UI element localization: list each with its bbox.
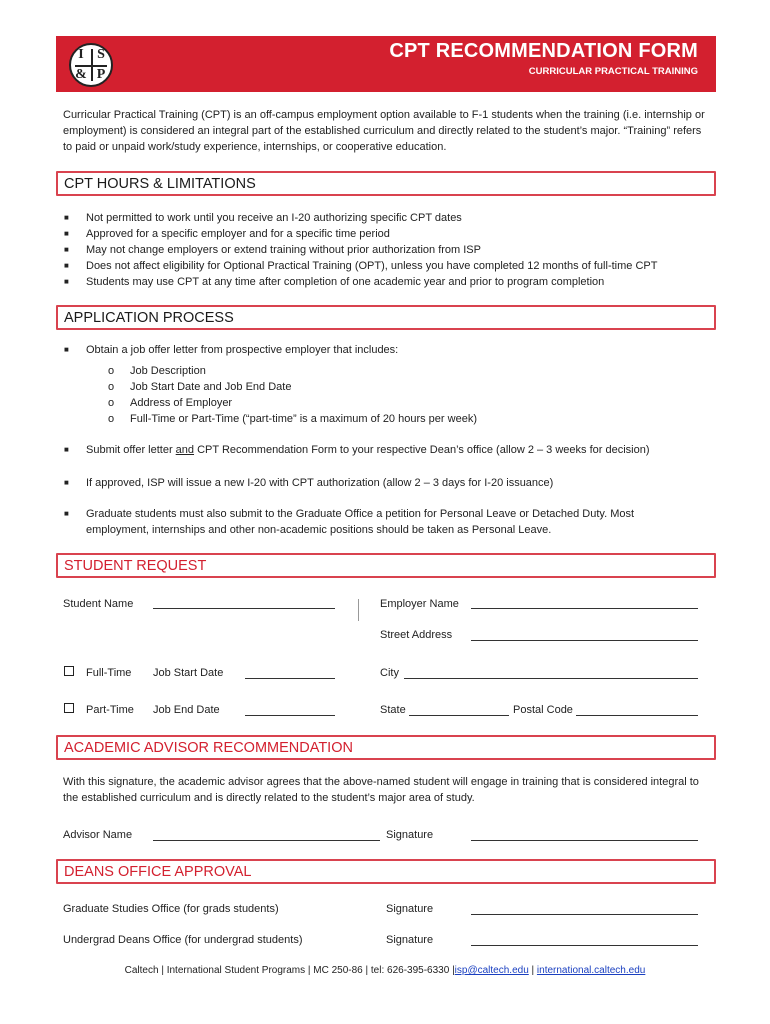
section-hours-heading: CPT HOURS & LIMITATIONS	[64, 176, 256, 192]
step-2-text-before: Submit offer letter	[86, 444, 176, 456]
hours-item: May not change employers or extend training without prior authorization from ISP	[86, 244, 481, 256]
step-2-text-after: CPT Recommendation Form to your respective Dean’s office (allow 2 – 3 weeks for decision)	[194, 444, 650, 456]
grad-office-label: Graduate Studies Office (for grads students)	[63, 903, 279, 915]
footer-website-link[interactable]: international.caltech.edu	[536, 965, 646, 976]
footer-separator: |	[528, 965, 537, 976]
postal-code-label: Postal Code	[513, 704, 573, 716]
advisor-signature-label: Signature	[386, 829, 434, 841]
logo-letter-s: S	[97, 47, 105, 62]
hours-item: Students may use CPT at any time after completion of one academic year and prior to program completion	[86, 276, 605, 288]
hours-item: Does not affect eligibility for Optional Practical Training (OPT), unless you have completed 12 months of full-time CPT	[86, 260, 658, 272]
part-time-checkbox[interactable]	[64, 703, 74, 713]
section-advisor-heading: ACADEMIC ADVISOR RECOMMENDATION	[64, 740, 353, 756]
employer-name-label: Employer Name	[380, 598, 459, 610]
application-step-3: If approved, ISP will issue a new I-20 with CPT authorization (allow 2 – 3 days for I-20 issuance)	[86, 477, 554, 489]
section-deans	[56, 859, 716, 884]
sub-bullet-marker: o	[108, 381, 115, 393]
section-advisor	[56, 735, 716, 760]
application-subitem: Job Start Date and Job End Date	[130, 381, 292, 393]
hours-item: Approved for a specific employer and for a specific time period	[86, 228, 390, 240]
advisor-signature-field[interactable]	[471, 840, 698, 841]
bullet-icon: ■	[64, 261, 69, 270]
step-2-emphasis-and: and	[175, 444, 195, 456]
application-step-2	[86, 442, 650, 458]
employer-name-field[interactable]	[471, 608, 698, 609]
application-subitem: Address of Employer	[130, 397, 233, 409]
bullet-icon: ■	[64, 478, 69, 487]
grad-signature-label: Signature	[386, 903, 434, 915]
full-time-checkbox[interactable]	[64, 666, 74, 676]
advisor-name-field[interactable]	[153, 840, 380, 841]
logo-letter-p: P	[96, 67, 106, 82]
section-student-heading: STUDENT REQUEST	[64, 558, 207, 574]
student-name-field[interactable]	[153, 608, 335, 609]
undergrad-signature-label: Signature	[386, 934, 434, 946]
logo-letter-i: I	[78, 47, 84, 62]
section-deans-heading: DEANS OFFICE APPROVAL	[64, 864, 252, 880]
footer	[0, 965, 770, 976]
bullet-icon: ■	[64, 509, 69, 518]
form-title: CPT RECOMMENDATION FORM	[389, 40, 698, 62]
section-application	[56, 305, 716, 330]
bullet-icon: ■	[64, 229, 69, 238]
sub-bullet-marker: o	[108, 365, 115, 377]
application-step-4: Graduate students must also submit to the Graduate Office a petition for Personal Leave or Detached Duty. Most employment, internships and other non-academic positions should be taken as Personal Leave.	[86, 508, 635, 536]
bullet-icon: ■	[64, 345, 69, 354]
logo-ampersand: &	[75, 67, 87, 82]
undergrad-office-label: Undergrad Deans Office (for undergrad students)	[63, 934, 303, 946]
isp-logo	[69, 43, 113, 87]
application-step-1: Obtain a job offer letter from prospective employer that includes:	[86, 344, 399, 356]
bullet-icon: ■	[64, 445, 69, 454]
state-field[interactable]	[409, 715, 509, 716]
section-hours	[56, 171, 716, 196]
bullet-icon: ■	[64, 277, 69, 286]
bullet-icon: ■	[64, 245, 69, 254]
intro-paragraph: Curricular Practical Training (CPT) is an off-campus employment option available to F-1 students when the training (i.e. internship or employment) is considered an integral part of the established curriculum and directly related to the student’s major. “Training” refers to paid or unpaid work/study experience, internships, or cooperative education.	[63, 109, 705, 153]
postal-code-field[interactable]	[576, 715, 698, 716]
job-start-label: Job Start Date	[153, 667, 224, 679]
footer-email-link[interactable]: isp@caltech.edu	[454, 965, 529, 976]
street-address-label: Street Address	[380, 629, 453, 641]
job-end-field[interactable]	[245, 715, 335, 716]
section-application-heading: APPLICATION PROCESS	[64, 310, 234, 326]
full-time-label: Full-Time	[86, 667, 132, 679]
job-end-label: Job End Date	[153, 704, 220, 716]
advisor-name-label: Advisor Name	[63, 829, 133, 841]
advisor-statement: With this signature, the academic advisor agrees that the above-named student will engage in training that is considered integral to the established curriculum and is directly related to the student’s major area of study.	[63, 776, 699, 804]
application-subitem: Job Description	[130, 365, 206, 377]
city-field[interactable]	[404, 678, 698, 679]
application-subitem: Full-Time or Part-Time (“part-time” is a maximum of 20 hours per week)	[130, 413, 477, 425]
form-subtitle: CURRICULAR PRACTICAL TRAINING	[528, 66, 698, 77]
section-student-request	[56, 553, 716, 578]
column-divider	[358, 599, 359, 621]
sub-bullet-marker: o	[108, 413, 115, 425]
bullet-icon: ■	[64, 213, 69, 222]
grad-signature-field[interactable]	[471, 914, 698, 915]
student-name-label: Student Name	[63, 598, 134, 610]
state-label: State	[380, 704, 406, 716]
job-start-field[interactable]	[245, 678, 335, 679]
hours-item: Not permitted to work until you receive an I-20 authorizing specific CPT dates	[86, 212, 462, 224]
undergrad-signature-field[interactable]	[471, 945, 698, 946]
sub-bullet-marker: o	[108, 397, 115, 409]
street-address-field[interactable]	[471, 640, 698, 641]
part-time-label: Part-Time	[86, 704, 134, 716]
footer-contact-text: Caltech | International Student Programs | MC 250-86 | tel: 626-395-6330 |	[124, 965, 455, 976]
city-label: City	[380, 667, 399, 679]
